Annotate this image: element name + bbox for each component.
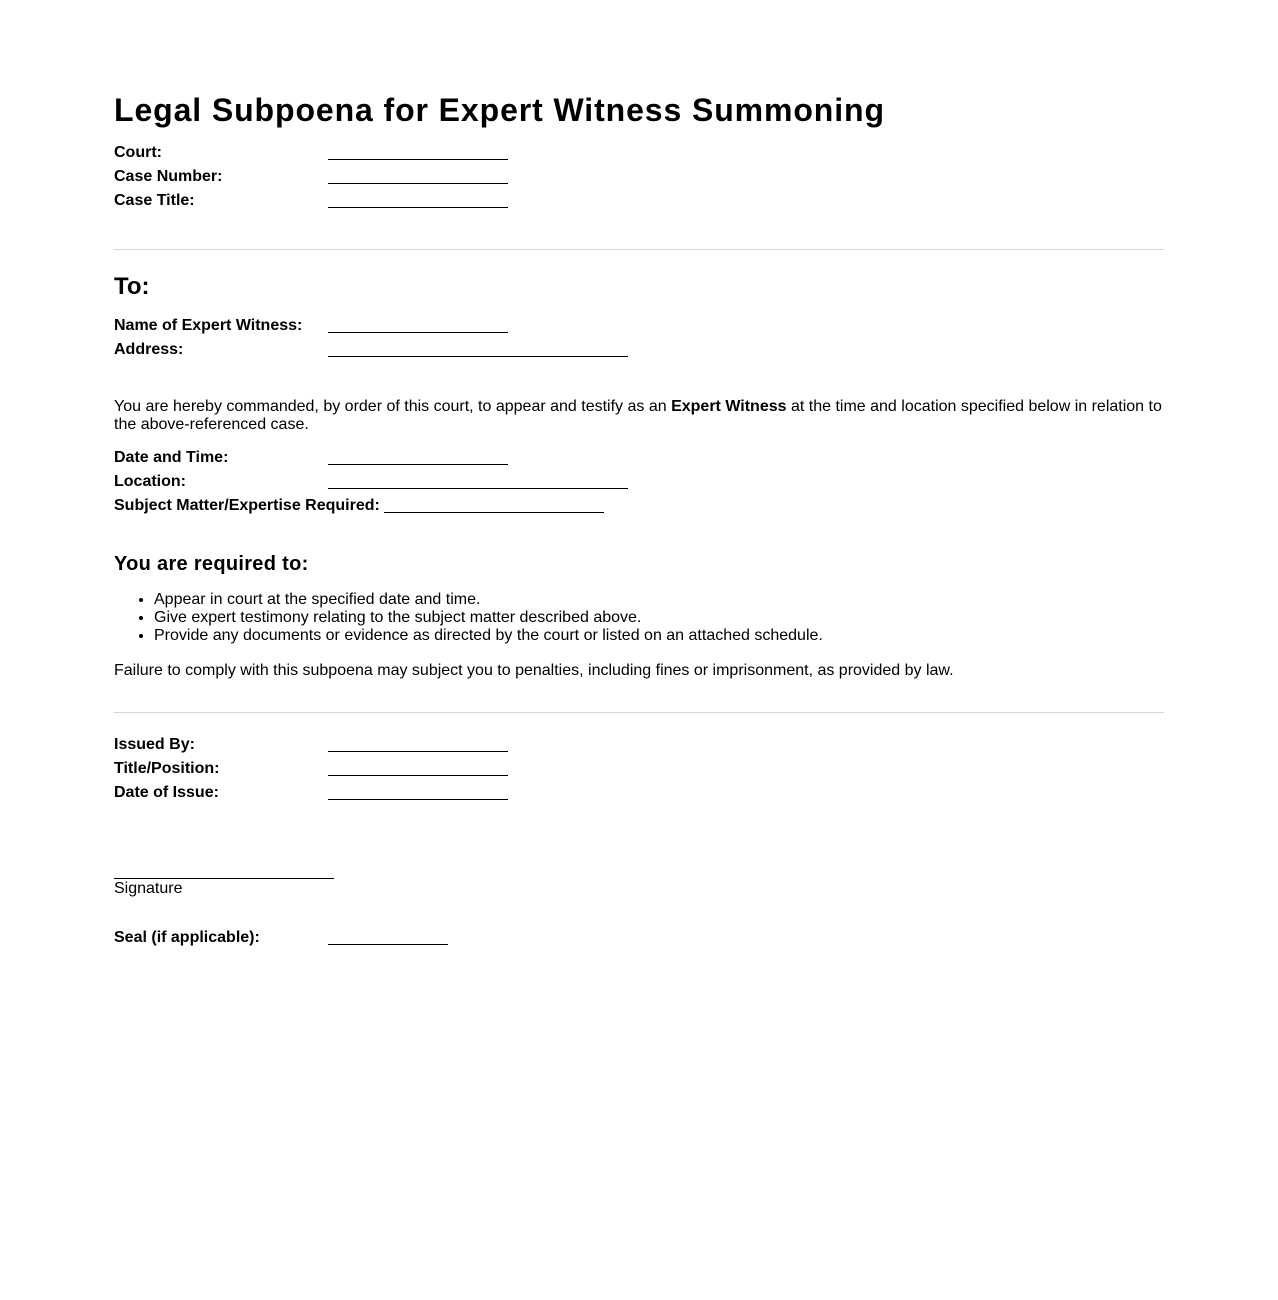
location-blank [328, 488, 628, 489]
date-time-label: Date and Time: [114, 449, 229, 466]
case-number-label: Case Number: [114, 168, 223, 185]
case-title-label: Case Title: [114, 192, 195, 209]
signature-label: Signature [114, 880, 183, 897]
subject-matter-blank [384, 512, 604, 513]
document-title: Legal Subpoena for Expert Witness Summoning [114, 92, 885, 128]
to-heading: To: [114, 273, 150, 300]
date-time-blank [328, 464, 508, 465]
issued-by-blank [328, 751, 508, 752]
title-position-field [114, 759, 814, 779]
command-paragraph [114, 398, 1164, 434]
address-field [114, 340, 814, 360]
subject-matter-field [114, 496, 814, 516]
subject-matter-label: Subject Matter/Expertise Required: [114, 497, 380, 514]
list-item: • Appear in court at the specified date and time. [154, 591, 823, 609]
section-divider [114, 249, 1164, 250]
command-text-before: You are hereby commanded, by order of this court, to appear and testify as an [114, 398, 672, 415]
list-item: • Provide any documents or evidence as directed by the court or listed on an attached schedule. [154, 627, 823, 645]
case-number-field [114, 167, 814, 187]
list-item: • Give expert testimony relating to the subject matter described above. [154, 609, 823, 627]
address-blank [328, 356, 628, 357]
seal-field [114, 928, 814, 948]
command-text-after: at the time and location specified below in relation to the above-referenced case. [114, 398, 1162, 433]
title-position-label: Title/Position: [114, 760, 220, 777]
case-title-blank [328, 207, 508, 208]
seal-blank [328, 944, 448, 945]
address-label: Address: [114, 341, 184, 358]
penalty-notice: Failure to comply with this subpoena may subject you to penalties, including fines or imprisonment, as provided by law. [114, 662, 954, 679]
date-of-issue-field [114, 783, 814, 803]
witness-name-label: Name of Expert Witness: [114, 317, 303, 334]
date-of-issue-label: Date of Issue: [114, 784, 219, 801]
location-field [114, 472, 814, 492]
court-label: Court: [114, 144, 162, 161]
date-of-issue-blank [328, 799, 508, 800]
issued-by-label: Issued By: [114, 736, 195, 753]
issued-by-field [114, 735, 814, 755]
title-position-blank [328, 775, 508, 776]
court-blank [328, 159, 508, 160]
requirements-list [114, 591, 823, 645]
date-time-field [114, 448, 814, 468]
location-label: Location: [114, 473, 186, 490]
requirements-heading: You are required to: [114, 553, 309, 575]
witness-name-blank [328, 332, 508, 333]
section-divider [114, 712, 1164, 713]
witness-name-field [114, 316, 814, 336]
command-emphasis: Expert Witness [671, 398, 787, 415]
court-field [114, 143, 814, 163]
seal-label: Seal (if applicable): [114, 929, 260, 946]
case-title-field [114, 191, 814, 211]
case-number-blank [328, 183, 508, 184]
